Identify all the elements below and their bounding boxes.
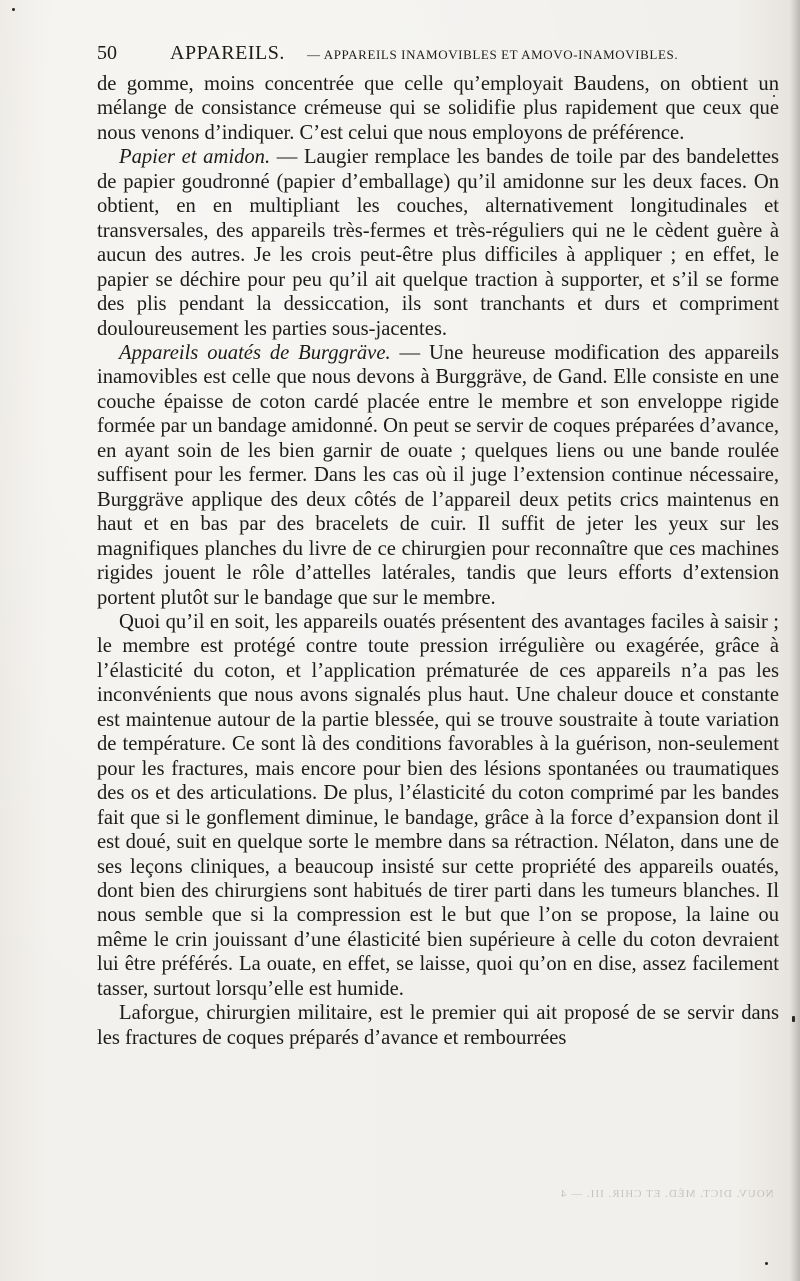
paper-speck [12, 8, 15, 11]
paragraph-avantages: Quoi qu’il en soit, les appareils ouatés présentent des avantages faciles à saisir ; le membre est protégé contre toute pression irrégulière ou exagérée, grâce à l’élasticité du coton, et l’application prématurée de ces appareils n’a pas les inconvénients que nous avons signalés plus haut. Une chaleur douce et constante est maintenue autour de la partie blessée, qui se trouve soustraite à toute variation de température. Ce sont là des conditions favorables à la guérison, non-seulement pour les fractures, mais encore pour bien des lésions spontanées ou traumatiques des os et des articulations. De plus, l’élasticité du coton comprimé par les bandes fait que si le gonflement diminue, le bandage, grâce à la force d’expansion dont il est doué, suit en quelque sorte le membre dans sa rétraction. Nélaton, dans une de ses leçons cliniques, a beaucoup insisté sur cette propriété des appareils ouatés, dont bien des chirurgiens sont habitués de tirer parti dans les tumeurs blanches. Il nous semble que si la compression est le but que l’on se propose, la laine ou même le crin jouissant d’une élasticité bien supérieure à celle du coton devraient lui être préférés. La ouate, en effet, se laisse, quoi qu’on en dise, assez facilement tasser, surtout lorsqu’elle est humide. [97, 610, 779, 1000]
show-through-signature: NOUV. DICT. MÉD. ET CHIR. III. — 4 [560, 1188, 774, 1200]
paragraph-laforgue: Laforgue, chirurgien militaire, est le premier qui ait proposé de se servir dans les fractures de coques préparés d’avance et rembourrées [97, 1002, 779, 1049]
section-title-appareils-ouates: Appareils ouatés de Burggräve. [119, 341, 391, 364]
paper-speck [792, 1016, 795, 1022]
running-head [97, 40, 777, 70]
running-head-title: APPAREILS. [170, 42, 285, 64]
paper-speck [773, 95, 775, 97]
paragraph-appareils-ouates [97, 341, 779, 610]
page-edge-shadow [790, 0, 800, 1281]
paper-speck [765, 1262, 768, 1265]
page-number: 50 [97, 42, 117, 64]
paragraph-text: — Laugier remplace les bandes de toile par des bandelettes de papier goudronné (papier d’emballage) qu’il amidonne sur les deux faces. On obtient, en en multipliant les couches, alternativement longitudinales et transversales, des appareils très-fermes et très-réguliers qui ne le cèdent guère à aucun des autres. Je les crois peut-être plus difficiles à appliquer ; en effet, le papier se déchire pour peu qu’il ait quelque traction à supporter, et s’il se forme des plis pendant la dessiccation, ils sont tranchants et durs et compriment douloureusement les parties sous-jacentes. [97, 146, 779, 340]
paragraph-text: — Une heureuse modification des appareils inamovibles est celle que nous devons à Burggräve, de Gand. Elle consiste en une couche épaisse de coton cardé placée entre le membre et son enveloppe rigide formée par un bandage amidonné. On peut se servir de coques préparées d’avance, en ayant soin de les bien garnir de ouate ; quelques liens ou une bande roulée suffisent pour les fermer. Dans les cas où il juge l’extension continue nécessaire, Burggräve applique des deux côtés de l’appareil deux petits crics maintenus en haut et en bas par des bracelets de cuir. Il suffit de jeter les yeux sur les magnifiques planches du livre de ce chirurgien pour reconnaître que ces machines rigides jouent le rôle d’attelles latérales, tandis que leurs efforts d’extension portent plutôt sur le bandage que sur le membre. [97, 341, 779, 609]
body-text [97, 72, 779, 1050]
running-head-subtitle: — APPAREILS INAMOVIBLES ET AMOVO-INAMOVIBLES. [307, 47, 679, 62]
paragraph-continuation: de gomme, moins concentrée que celle qu’employait Baudens, on obtient un mélange de consistance crémeuse qui se solidifie plus rapidement que ceux que nous venons d’indiquer. C’est celui que nous employons de préférence. [97, 73, 779, 144]
section-title-papier-amidon: Papier et amidon. [119, 146, 271, 169]
paragraph-papier-amidon [97, 145, 779, 341]
